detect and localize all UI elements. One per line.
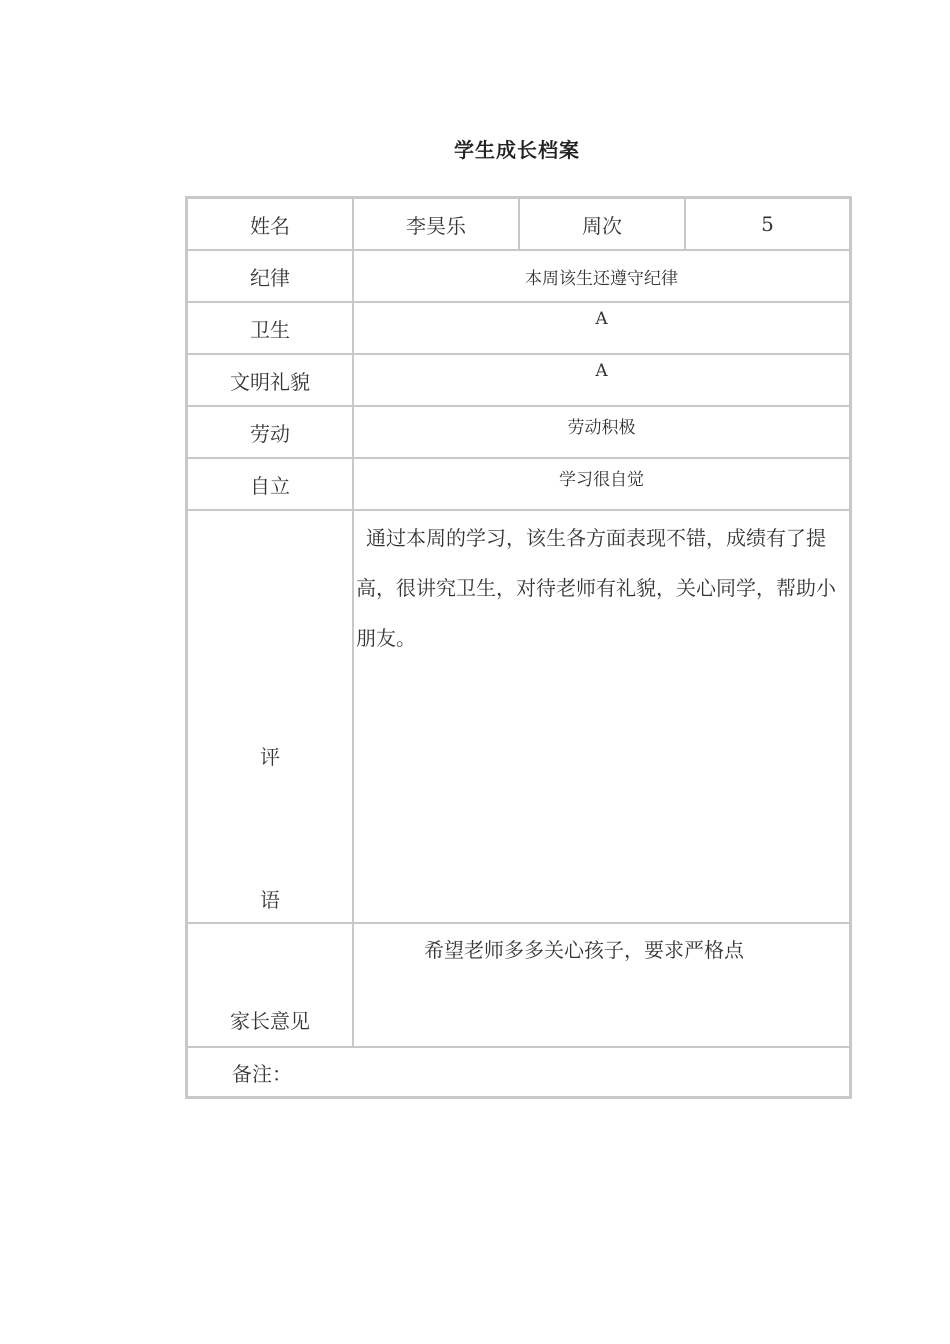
week-label: 周次 (519, 198, 685, 250)
name-value: 李昊乐 (353, 198, 519, 250)
independence-label: 自立 (187, 458, 353, 510)
labor-label: 劳动 (187, 406, 353, 458)
comment-row (187, 510, 850, 923)
name-label: 姓名 (187, 198, 353, 250)
discipline-label: 纪律 (187, 250, 353, 302)
week-value: 5 (685, 198, 850, 250)
comment-label-char-2: 语 (260, 888, 280, 912)
manners-value: A (353, 354, 850, 406)
header-row (187, 198, 850, 250)
labor-value: 劳动积极 (353, 406, 850, 458)
labor-row (187, 406, 850, 458)
manners-label: 文明礼貌 (187, 354, 353, 406)
discipline-value: 本周该生还遵守纪律 (353, 250, 850, 302)
page-title: 学生成长档案 (454, 138, 580, 162)
hygiene-value: A (353, 302, 850, 354)
parent-row (187, 923, 850, 1047)
comment-label (187, 510, 353, 923)
remark-label: 备注： (187, 1047, 850, 1097)
hygiene-label: 卫生 (187, 302, 353, 354)
independence-row (187, 458, 850, 510)
manners-row (187, 354, 850, 406)
parent-opinion-label: 家长意见 (187, 923, 353, 1047)
comment-label-char-1: 评 (260, 745, 280, 769)
hygiene-row (187, 302, 850, 354)
comment-text: 通过本周的学习，该生各方面表现不错，成绩有了提高，很讲究卫生，对待老师有礼貌，关心同学，帮助小朋友。 (353, 510, 850, 923)
student-record-table (185, 196, 852, 1099)
independence-value: 学习很自觉 (353, 458, 850, 510)
parent-opinion-text: 希望老师多多关心孩子，要求严格点 (353, 923, 850, 1047)
discipline-row (187, 250, 850, 302)
remark-row (187, 1047, 850, 1097)
